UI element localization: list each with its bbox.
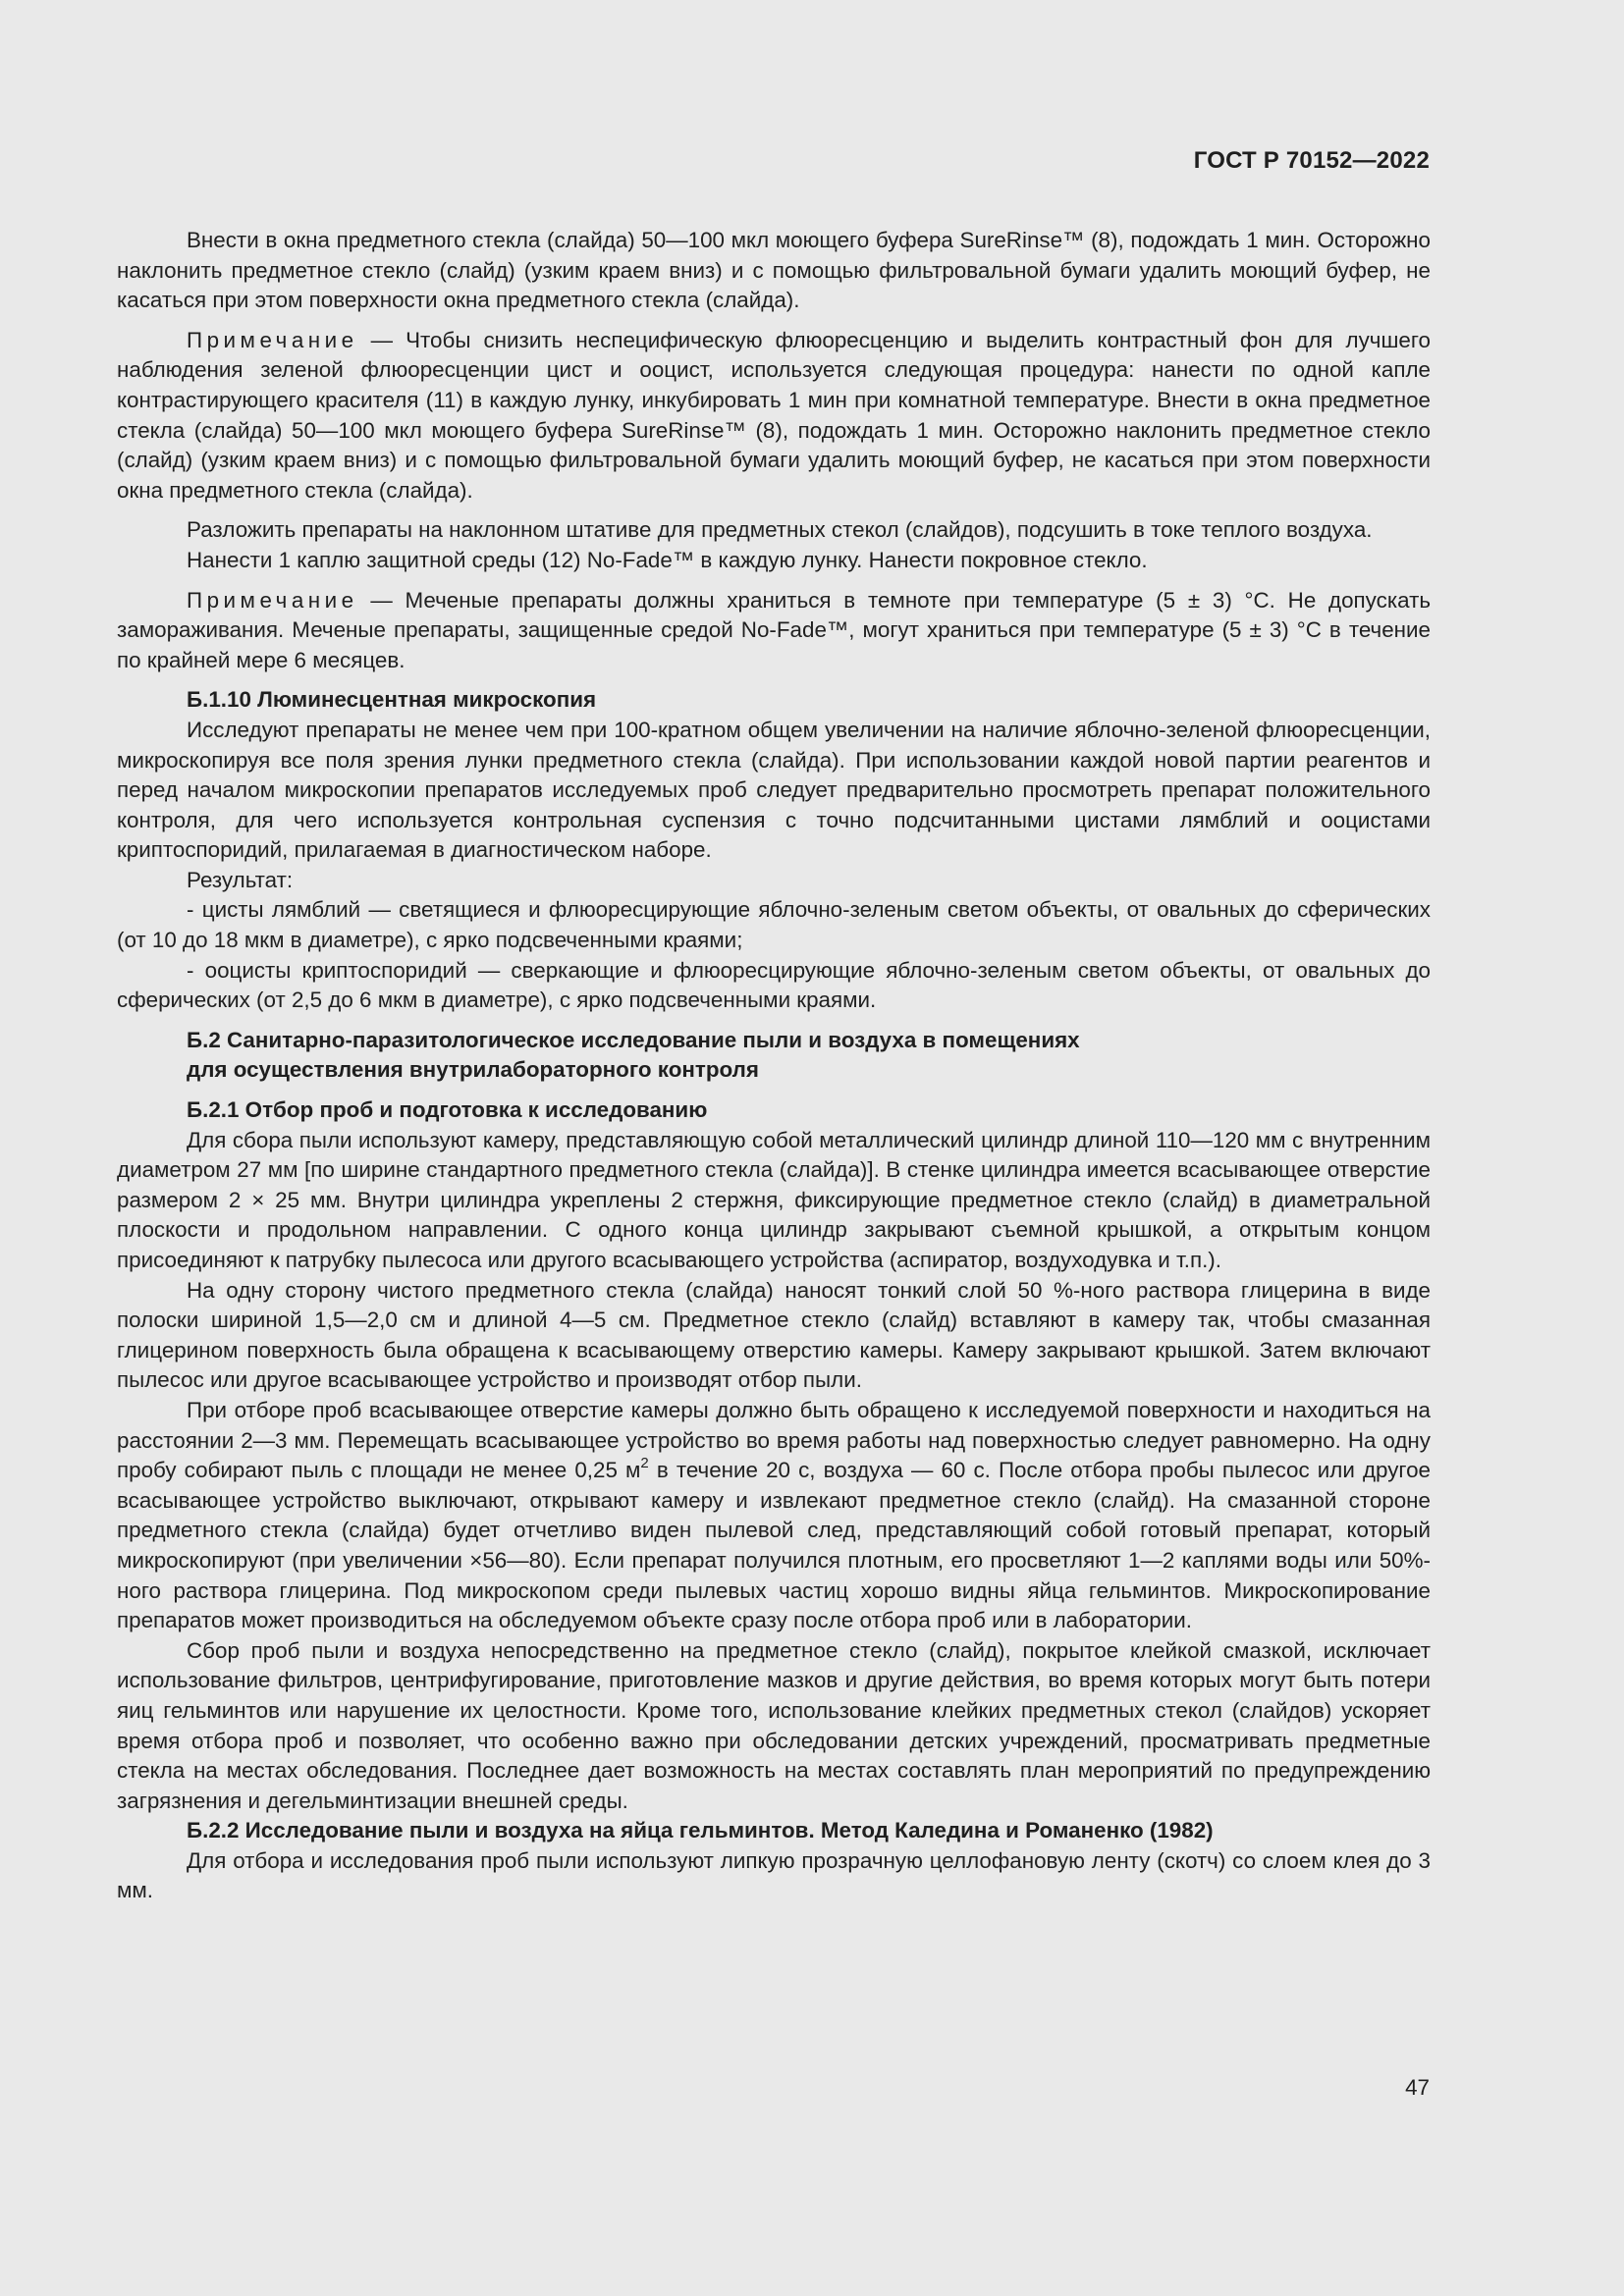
paragraph-result-label: Результат: (187, 867, 294, 892)
note-text: — Меченые препараты должны храниться в темноте при температуре (5 ± 3) °С. Не допускать замораживания. Меченые препараты, защищенные средой No-Fade™, могут храниться при температуре (5 ± 3) °С в течение по крайней мере 6 месяцев. (117, 587, 1431, 672)
list-item-giardia-cysts: - цисты лямблий — светящиеся и флюоресцирующие яблочно-зеленым светом объекты, от овальных до сферических (от 10 до 18 мкм в диаметре), с ярко подсвеченными краями; (117, 897, 1431, 953)
paragraph-glycerin-slide: На одну сторону чистого предметного стекла (слайда) наносят тонкий слой 50 %-ного раствора глицерина в виде полоски шириной 1,5—2,0 см и длиной 4—5 см. Предметное стекло (слайд) вставляют в камеру так, чтобы смазанная глицерином поверхность была обращена к всасывающему отверстию камеры. Камеру закрывают крышкой. Затем включают пылесос или другое всасывающее устройство и производят отбор пыли. (117, 1277, 1431, 1393)
document-code-header: ГОСТ Р 70152—2022 (1193, 147, 1430, 174)
heading-b21-sampling: Б.2.1 Отбор проб и подготовка к исследованию (187, 1097, 708, 1123)
note-storage (117, 586, 1431, 676)
paragraph-dust-chamber: Для сбора пыли используют камеру, представляющую собой металлический цилиндр длиной 110—120 мм с внутренним диаметром 27 мм [по ширине стандартного предметного стекла (слайда)]. В стенке цилиндра имеется всасывающее отверстие размером 2 × 25 мм. Внутри цилиндра укреплены 2 стержня, фиксирующие предметное стекло (слайд) в диаметральной плоскости и продольном направлении. С одного конца цилиндр закрывают съемной крышкой, а открытым концом присоединяют к патрубку пылесоса или другого всасывающего устройства (аспиратор, воздуходувка и т.п.). (117, 1127, 1431, 1272)
paragraph-dry-slides: Разложить препараты на наклонном штативе для предметных стекол (слайдов), подсушить в токе теплого воздуха. (187, 517, 1373, 543)
note-text: — Чтобы снизить неспецифическую флюоресценцию и выделить контрастный фон для лучшего наблюдения зеленой флюоресценции цист и ооцист, используется следующая процедура: нанести по одной капле контрастирующего красителя (11) в каждую лунку, инкубировать 1 мин при комнатной температуре. Внести в окна предметное стекла (слайда) 50—100 мкл моющего буфера SureRinse™ (8), подождать 1 мин. Осторожно наклонить предметное стекло (слайд) (узким краем вниз) и с помощью фильтровальной бумаги удалить моющий буфер, не касаться при этом поверхности окна предметного стекла (слайда). (117, 327, 1431, 503)
paragraph-microscopy: Исследуют препараты не менее чем при 100-кратном общем увеличении на наличие яблочно-зеленой флюоресценции, микроскопируя все поля зрения лунки предметного стекла (слайда). При использовании каждой новой партии реагентов и перед началом микроскопии препаратов исследуемых проб следует предварительно просмотреть препарат положительного контроля, для чего используется контрольная суспензия с точно подсчитанными цистами лямблий и ооцистами криптоспоридий, прилагаемая в диагностическом наборе. (117, 717, 1431, 863)
paragraph-sampling-part-2: в течение 20 с, воздуха — 60 с. После отбора пробы пылесос или другое всасывающее устройство выключают, открывают камеру и извлекают предметное стекло (слайд). На смазанной стороне предметного стекла (слайда) будет отчетливо виден пылевой след, представляющий собой готовый препарат, который микроскопируют (при увеличении ×56—80). Если препарат получился плотным, его просветляют 1—2 каплями воды или 50%-ного раствора глицерина. Под микроскопом среди пылевых частиц хорошо видны яйца гельминтов. Микроскопирование препаратов может производиться на обследуемом объекте сразу после отбора проб или в лаборатории. (117, 1458, 1431, 1633)
page-number: 47 (1405, 2075, 1430, 2100)
note-label: Примечание (187, 587, 358, 613)
note-label: Примечание (187, 327, 358, 352)
paragraph-wash-buffer: Внести в окна предметного стекла (слайда) 50—100 мкл моющего буфера SureRinse™ (8), подождать 1 мин. Осторожно наклонить предметное стекло (слайд) (узким краем вниз) и с помощью фильтровальной бумаги удалить моющий буфер, не касаться при этом поверхности окна предметного стекла (слайда). (117, 228, 1431, 313)
note-contrast-stain (117, 326, 1431, 507)
paragraph-sampling-procedure (117, 1396, 1431, 1636)
square-meter-superscript: 2 (640, 1455, 649, 1472)
paragraph-apply-medium: Нанести 1 каплю защитной среды (12) No-Fade™ в каждую лунку. Нанести покровное стекло. (187, 547, 1148, 572)
paragraph-adhesive-tape: Для отбора и исследования проб пыли используют липкую прозрачную целлофановую ленту (скотч) со слоем клея до 3 мм. (117, 1847, 1431, 1903)
heading-b2-line-2: для осуществления внутрилабораторного контроля (187, 1057, 759, 1083)
list-item-cryptosporidium-oocysts: - ооцисты криптоспоридий — сверкающие и флюоресцирующие яблочно-зеленым светом объекты, от овальных до сферических (от 2,5 до 6 мкм в диаметре), с ярко подсвеченными краями. (117, 957, 1431, 1013)
heading-b2-dust-air-study (117, 1026, 1431, 1086)
heading-b22-kaledin-romanenko: Б.2.2 Исследование пыли и воздуха на яйца гельминтов. Метод Каледина и Романенко (1982) (187, 1818, 1214, 1843)
paragraph-direct-collection: Сбор проб пыли и воздуха непосредственно на предметное стекло (слайд), покрытое клейкой смазкой, исключает использование фильтров, центрифугирование, приготовление мазков и другие действия, во время которых могут быть потери яиц гельминтов или нарушение их целостности. Кроме того, использование клейких предметных стекол (слайдов) ускоряет время отбора проб и позволяет, что особенно важно при обследовании детских учреждений, просматривать предметные стекла на местах обследования. Последнее дает возможность на местах составлять план мероприятий по предупреждению загрязнения и дегельминтизации внешней среды. (117, 1637, 1431, 1813)
heading-b2-line-1: Б.2 Санитарно-паразитологическое исследование пыли и воздуха в помещениях (187, 1027, 1080, 1052)
heading-b110-fluorescence-microscopy: Б.1.10 Люминесцентная микроскопия (187, 687, 597, 713)
paragraph-sampling-part-1: При отборе проб всасывающее отверстие камеры должно быть обращено к исследуемой поверхности и находиться на расстоянии 2—3 мм. Перемещать всасывающее устройство во время работы над поверхностью следует равномерно. На одну пробу собирают пыль с площади не менее 0,25 м (117, 1397, 1431, 1483)
page-body (117, 226, 1431, 1906)
